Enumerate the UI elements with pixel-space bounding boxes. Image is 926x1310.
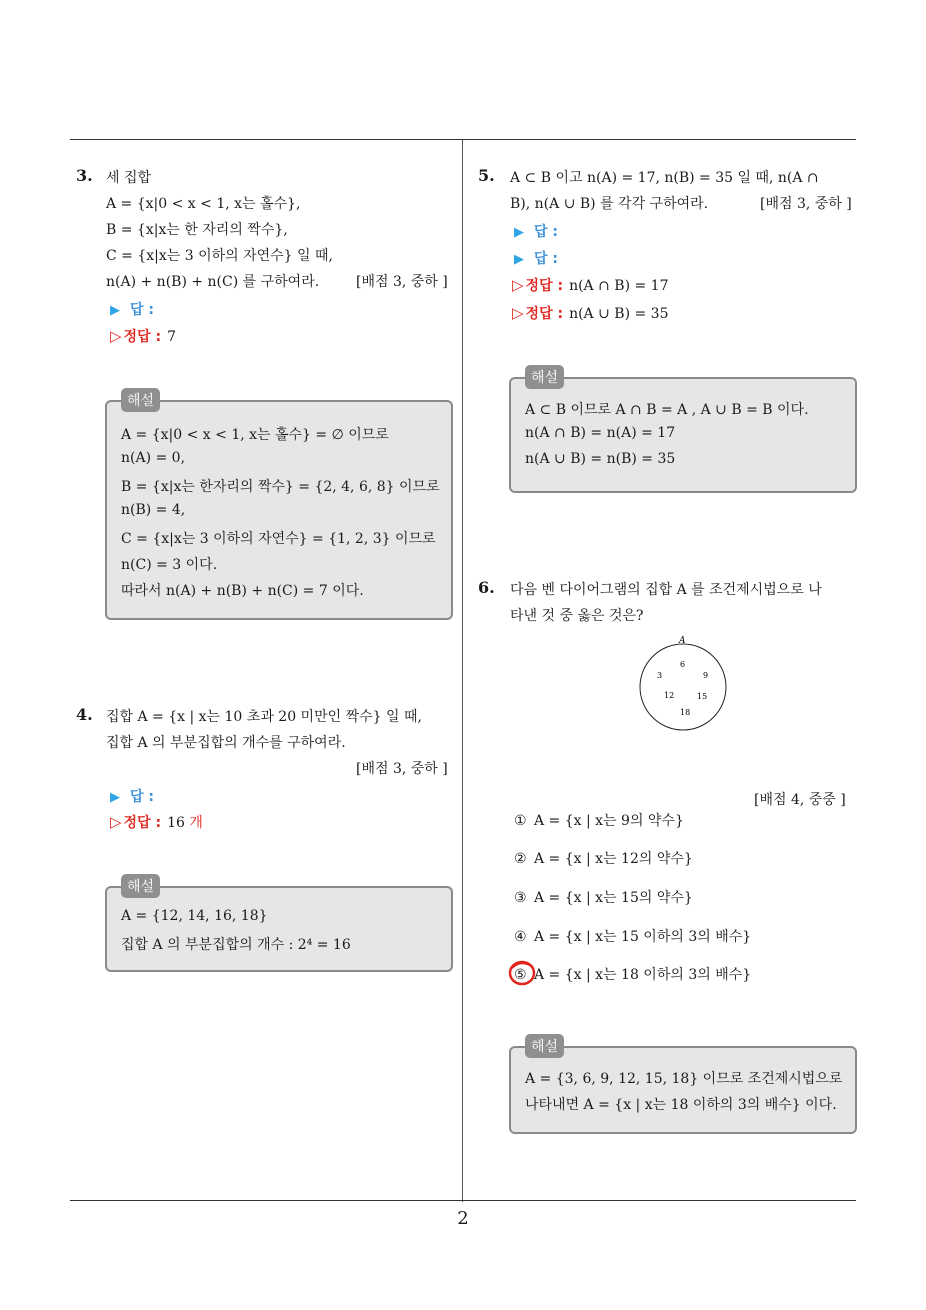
choice-number: ① [514, 813, 527, 829]
explanation-line: 집합 A 의 부분집합의 개수 : 2⁴ = 16 [121, 937, 351, 953]
venn-element: 18 [680, 708, 691, 717]
choice-text: A = {x | x는 12의 약수} [534, 851, 693, 867]
q4-line: 집합 A = {x | x는 10 초과 20 미만인 짝수} 일 때, [106, 709, 422, 725]
choice-number: ③ [514, 890, 527, 906]
venn-element: 12 [664, 691, 675, 700]
correct-unit: 개 [189, 815, 203, 831]
page-number: 2 [457, 1208, 469, 1229]
explanation-line: C = {x|x는 3 이하의 자연수} = {1, 2, 3} 이므로 [121, 531, 436, 547]
q5-answer-row[interactable] [514, 248, 558, 268]
q6-number: 6. [478, 578, 495, 597]
explanation-line: A ⊂ B 이므로 A ∩ B = A , A ∪ B = B 이다. [525, 402, 809, 418]
choice-text: A = {x | x는 9의 약수} [534, 813, 684, 829]
play-triangle-icon: ▶ [110, 303, 120, 318]
choice-5[interactable] [514, 964, 751, 984]
correct-label: 정답 : [525, 278, 564, 294]
correct-label: 정답 : [525, 306, 564, 322]
q5-correct-row [512, 303, 669, 323]
q5-number: 5. [478, 166, 495, 185]
choice-4[interactable] [514, 926, 751, 946]
q4-explanation-box [105, 879, 453, 972]
q3-line: B = {x|x는 한 자리의 짝수}, [106, 222, 288, 238]
explanation-tab: 해설 [121, 874, 160, 898]
q3-explanation-box [105, 393, 453, 620]
q5-line: A ⊂ B 이고 n(A) = 17, n(B) = 35 일 때, n(A ∩ [510, 170, 819, 186]
outline-triangle-icon: ▷ [110, 327, 122, 345]
q5-line: B), n(A ∪ B) 를 각각 구하여라. [510, 196, 709, 212]
bottom-rule [70, 1200, 856, 1201]
correct-value: 7 [167, 329, 176, 345]
explanation-line: n(A) = 0, [121, 450, 186, 466]
answer-label: 답 : [130, 302, 154, 318]
q3-line: 세 집합 [106, 170, 152, 186]
explanation-line: B = {x|x는 한자리의 짝수} = {2, 4, 6, 8} 이므로 [121, 479, 440, 495]
q3-correct-row [110, 326, 176, 346]
correct-label: 정답 : [123, 815, 162, 831]
q5-correct-row [512, 275, 669, 295]
venn-diagram [630, 632, 736, 734]
q3-points: [배점 3, 중하 ] [356, 274, 448, 290]
answer-label: 답 : [534, 224, 558, 240]
explanation-tab: 해설 [525, 365, 564, 389]
choice-number: ② [514, 851, 527, 867]
choice-1[interactable] [514, 810, 684, 830]
q4-number: 4. [76, 705, 93, 724]
correct-label: 정답 : [123, 329, 162, 345]
outline-triangle-icon: ▷ [512, 304, 524, 322]
venn-element: 6 [680, 660, 686, 669]
play-triangle-icon: ▶ [110, 790, 120, 805]
q6-line: 타낸 것 중 옳은 것은? [510, 608, 644, 624]
choice-number: ⑤ [514, 967, 527, 983]
explanation-line: n(A ∩ B) = n(A) = 17 [525, 425, 676, 441]
q4-points: [배점 3, 중하 ] [356, 761, 448, 777]
play-triangle-icon: ▶ [514, 225, 524, 240]
choice-text: A = {x | x는 15의 약수} [534, 890, 693, 906]
choice-text: A = {x | x는 18 이하의 3의 배수} [534, 967, 752, 983]
explanation-line: A = {12, 14, 16, 18} [121, 908, 268, 924]
selected-answer-circle [507, 958, 539, 988]
correct-value: 16 [167, 815, 185, 831]
explanation-line: 나타내면 A = {x | x는 18 이하의 3의 배수} 이다. [525, 1097, 837, 1113]
q4-line: 집합 A 의 부분집합의 개수를 구하여라. [106, 735, 346, 751]
venn-element: 9 [703, 671, 709, 680]
explanation-tab: 해설 [525, 1034, 564, 1058]
choice-text: A = {x | x는 15 이하의 3의 배수} [534, 929, 752, 945]
venn-circle [640, 644, 726, 730]
q6-points: [배점 4, 중중 ] [754, 792, 846, 808]
explanation-line: n(A ∪ B) = n(B) = 35 [525, 451, 676, 467]
explanation-line: A = {3, 6, 9, 12, 15, 18} 이므로 조건제시법으로 [525, 1071, 843, 1087]
q4-answer-row[interactable] [110, 786, 154, 806]
choice-number: ④ [514, 929, 527, 945]
q3-line: C = {x|x는 3 이하의 자연수} 일 때, [106, 248, 333, 264]
venn-element: 3 [657, 671, 663, 680]
venn-element: 15 [697, 692, 708, 701]
choice-3[interactable] [514, 887, 693, 907]
venn-set-label: A [679, 636, 686, 646]
q5-answer-row[interactable] [514, 221, 558, 241]
column-divider [462, 140, 463, 1202]
q3-answer-row[interactable] [110, 299, 154, 319]
q3-line: n(A) + n(B) + n(C) 를 구하여라. [106, 274, 320, 290]
choice-2[interactable] [514, 848, 693, 868]
q6-explanation-box [509, 1039, 857, 1134]
q5-explanation-box [509, 370, 857, 493]
play-triangle-icon: ▶ [514, 252, 524, 267]
top-rule [70, 139, 856, 140]
outline-triangle-icon: ▷ [110, 813, 122, 831]
explanation-line: n(C) = 3 이다. [121, 557, 218, 573]
q6-line: 다음 벤 다이어그램의 집합 A 를 조건제시법으로 나 [510, 582, 822, 598]
answer-label: 답 : [130, 789, 154, 805]
q3-number: 3. [76, 166, 93, 185]
answer-label: 답 : [534, 251, 558, 267]
explanation-line: 따라서 n(A) + n(B) + n(C) = 7 이다. [121, 583, 364, 599]
correct-value: n(A ∩ B) = 17 [569, 278, 669, 294]
explanation-line: n(B) = 4, [121, 502, 186, 518]
q4-correct-row [110, 812, 203, 832]
q5-points: [배점 3, 중하 ] [760, 196, 852, 212]
explanation-tab: 해설 [121, 388, 160, 412]
q3-line: A = {x|0 < x < 1, x는 홀수}, [106, 196, 301, 212]
outline-triangle-icon: ▷ [512, 276, 524, 294]
explanation-line: A = {x|0 < x < 1, x는 홀수} = ∅ 이므로 [121, 427, 389, 443]
correct-value: n(A ∪ B) = 35 [569, 306, 669, 322]
